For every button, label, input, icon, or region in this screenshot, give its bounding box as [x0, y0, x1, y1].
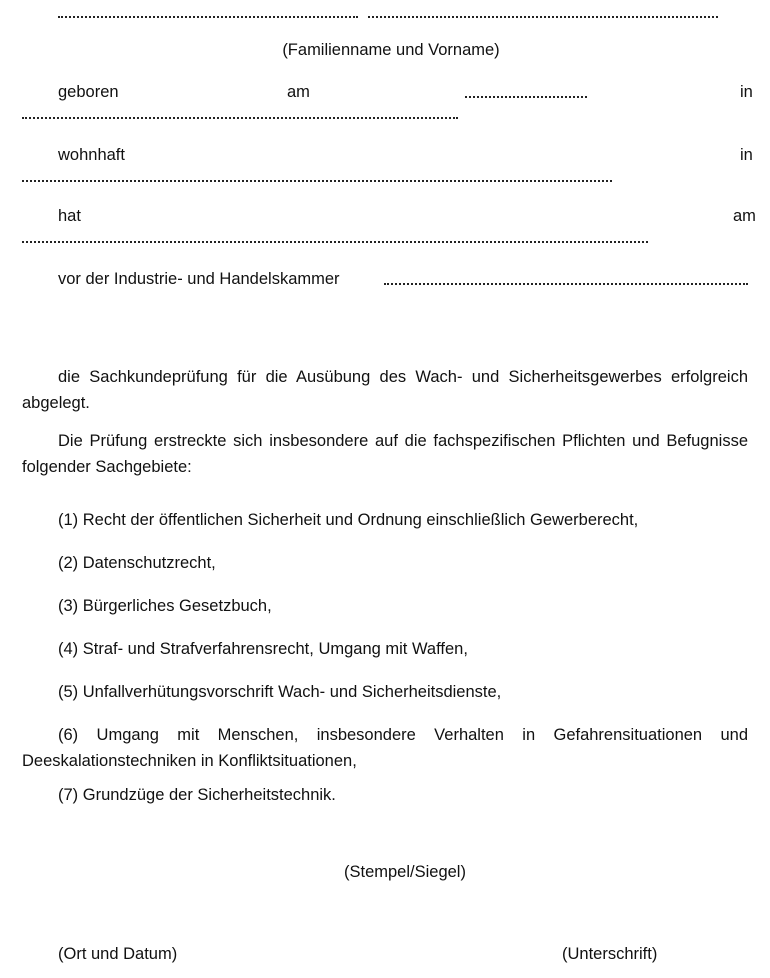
has-on-label: am	[733, 207, 756, 225]
chamber-blank[interactable]	[384, 283, 748, 285]
list-item: (6) Umgang mit Menschen, insbesondere Verhalten in Gefahrensituationen und Deeskalationstechniken in Konfliktsituationen,	[22, 726, 748, 770]
chamber-label: vor der Industrie- und Handelskammer	[58, 270, 340, 288]
list-item: (3) Bürgerliches Gesetzbuch,	[58, 597, 272, 615]
birth-date-blank[interactable]	[465, 96, 587, 98]
signature-caption: (Unterschrift)	[562, 945, 658, 963]
born-in-label: in	[740, 83, 753, 101]
exam-date-blank[interactable]	[22, 241, 648, 243]
place-date-caption: (Ort und Datum)	[58, 945, 178, 963]
name-caption: (Familienname und Vorname)	[282, 41, 500, 59]
list-item: (7) Grundzüge der Sicherheitstechnik.	[58, 786, 336, 804]
name-blank-line-1[interactable]	[58, 16, 358, 18]
residing-in-label: in	[740, 146, 753, 164]
list-item: (1) Recht der öffentlichen Sicherheit und Ordnung einschließlich Gewerberecht,	[58, 511, 639, 529]
list-item: (2) Datenschutzrecht,	[58, 554, 216, 572]
list-item: (5) Unfallverhütungsvorschrift Wach- und Sicherheitsdienste,	[58, 683, 502, 701]
birth-place-blank[interactable]	[22, 117, 458, 119]
residence-blank[interactable]	[22, 180, 612, 182]
name-blank-line-2[interactable]	[368, 16, 718, 18]
born-label: geboren	[58, 83, 119, 101]
residing-label: wohnhaft	[58, 146, 125, 164]
list-item: (4) Straf- und Strafverfahrensrecht, Umgang mit Waffen,	[58, 640, 468, 658]
has-label: hat	[58, 207, 81, 225]
born-on-label: am	[287, 83, 310, 101]
paragraph-passed: die Sachkundeprüfung für die Ausübung des Wach- und Sicherheitsgewerbes erfolgreich abgelegt.	[22, 368, 748, 412]
paragraph-scope: Die Prüfung erstreckte sich insbesondere auf die fachspezifischen Pflichten und Befugnisse folgender Sachgebiete:	[22, 432, 748, 476]
seal-caption: (Stempel/Siegel)	[344, 863, 466, 881]
